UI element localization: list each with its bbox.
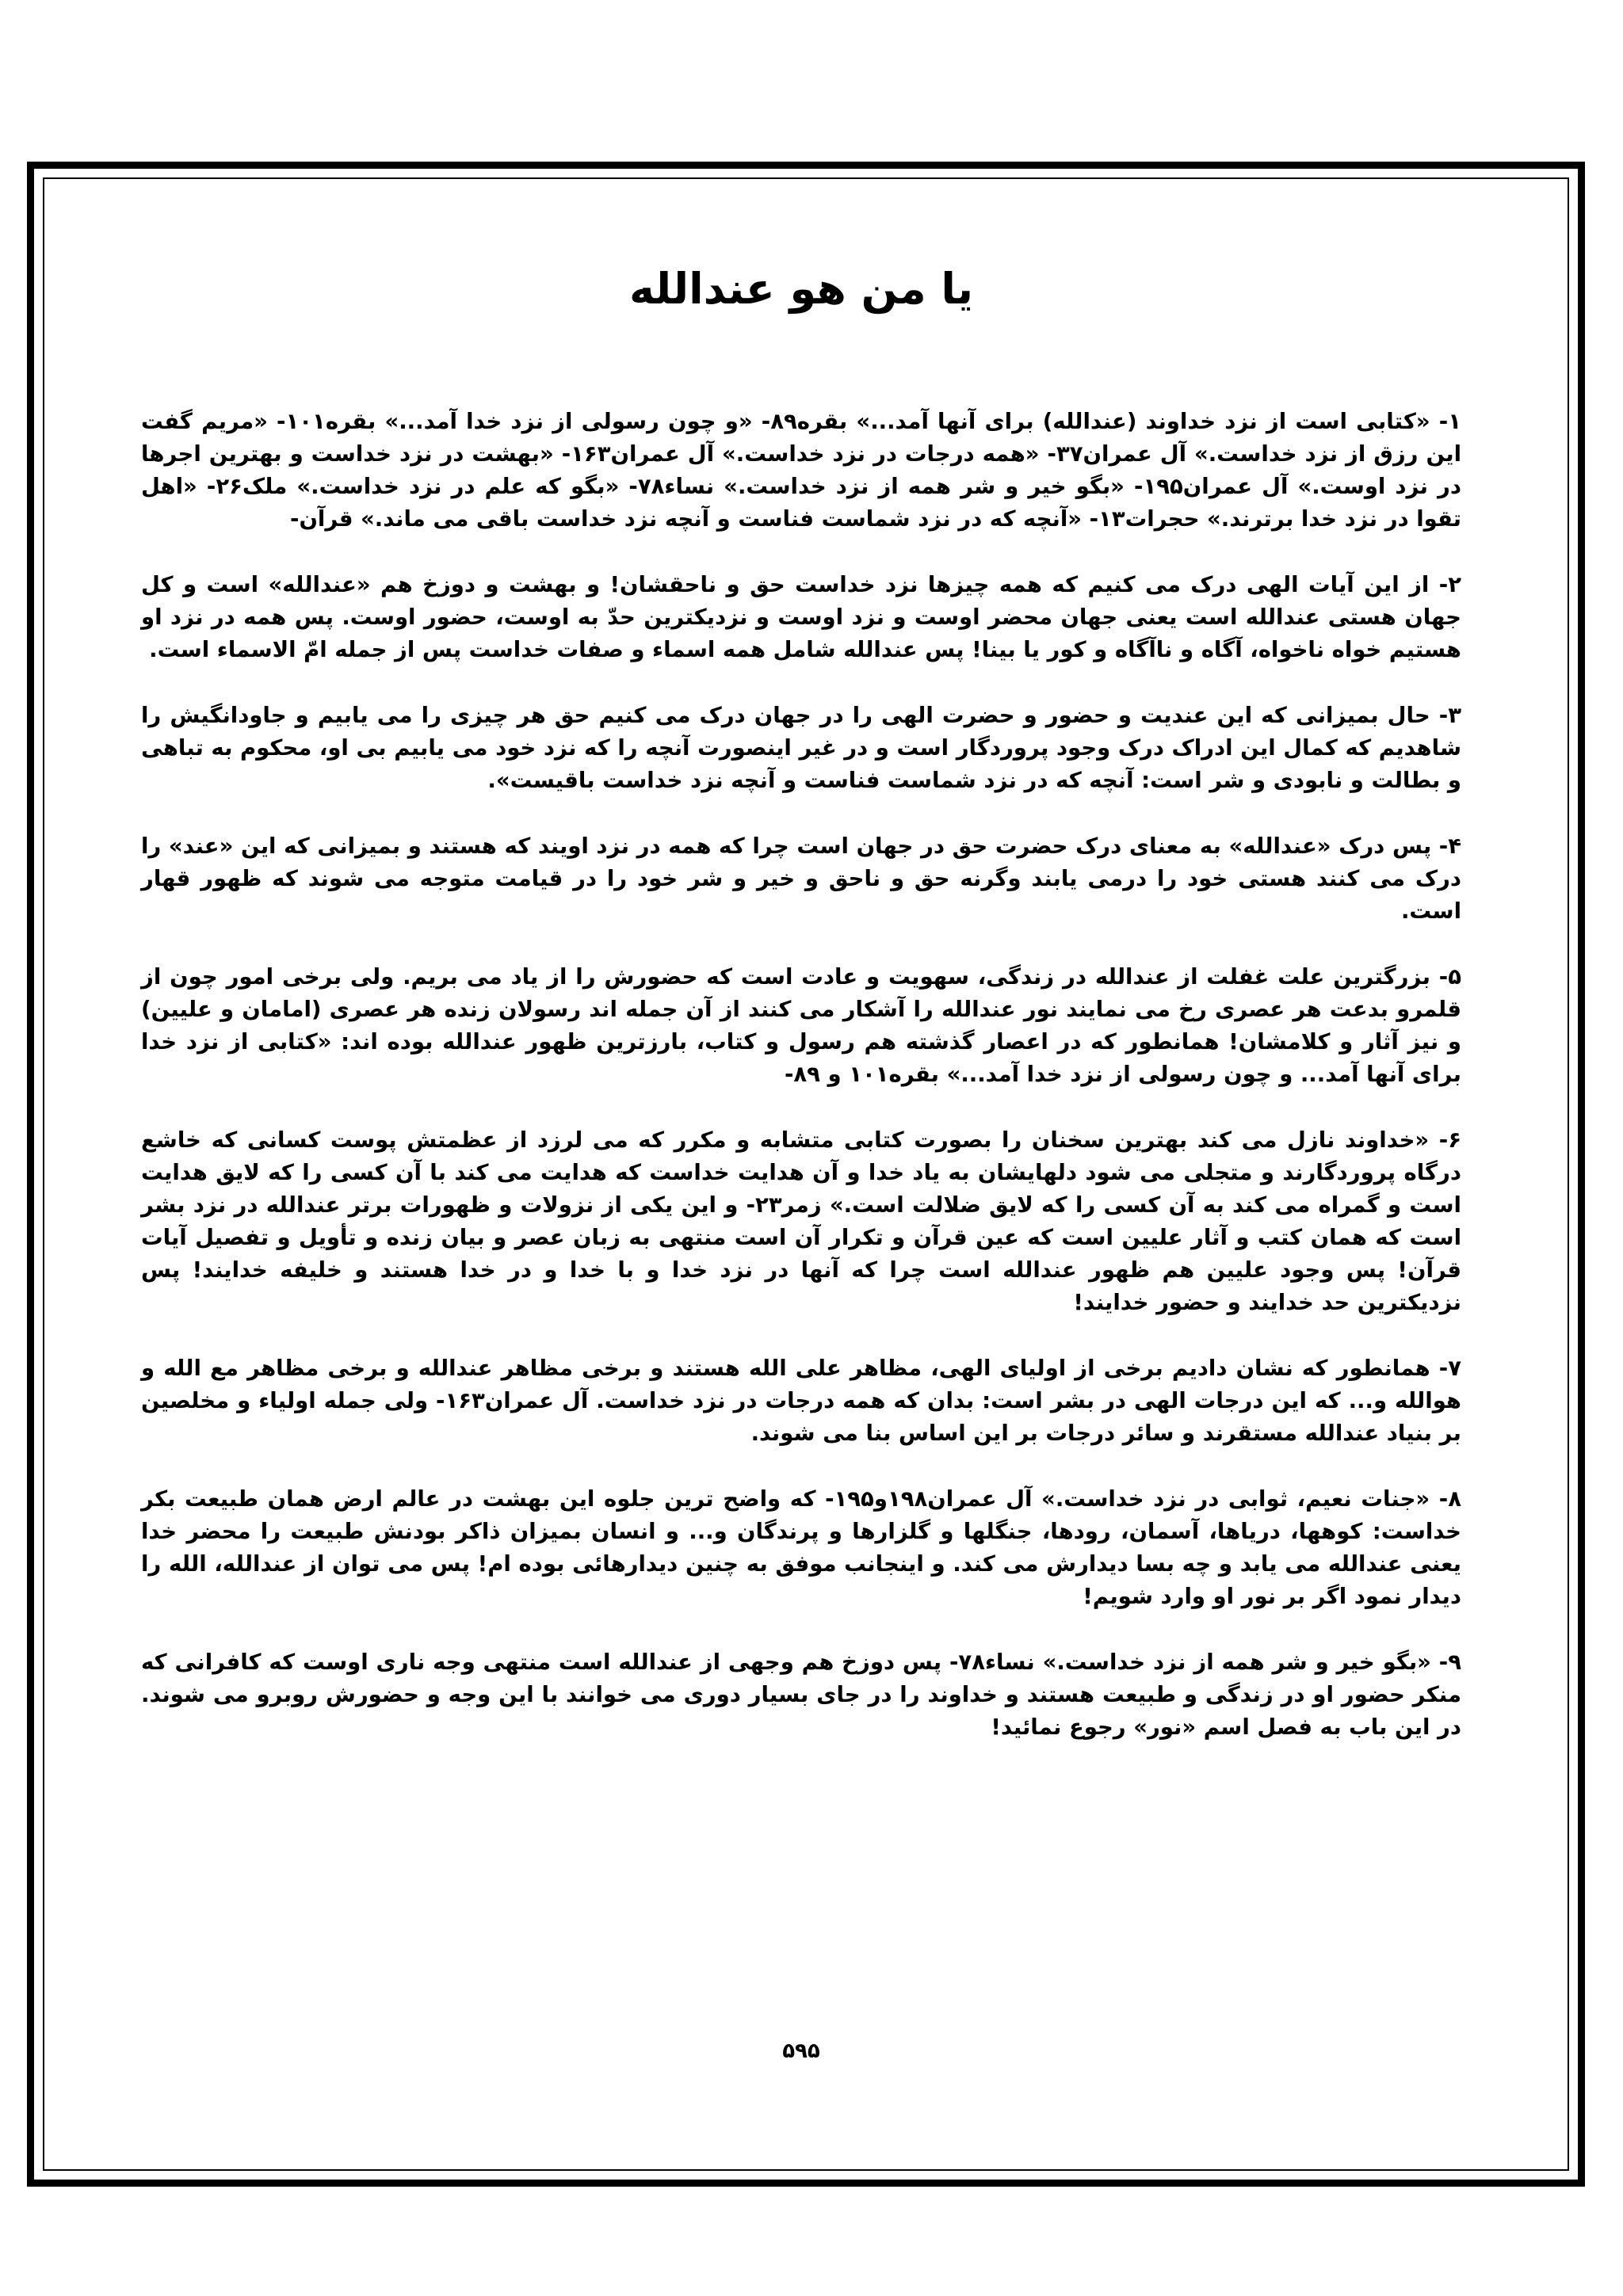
page-number: ۵۹۵ — [782, 2039, 820, 2063]
page-title: یا من هو عندالله — [629, 264, 973, 314]
page-content — [141, 261, 1461, 2155]
paragraph-4: ۴- پس درک «عندالله» به معنای درک حضرت حق در جهان است چرا که همه در نزد اویند که هستند و بمیزانی که این «عند» را درک می کنند هستی خود را درمی یابند وگرنه حق و ناحق و خیر و شر خود را در قیامت متوجه می شوند که ظهور قهار است. — [141, 833, 1461, 925]
paragraph-2: ۲- از این آیات الهی درک می کنیم که همه چیزها نزد خداست حق و ناحقشان! و بهشت و دوزخ هم «عندالله» است و کل جهان هستی عندالله است یعنی جهان محضر اوست و نزد اوست و نزدیکترین حدّ به اوست، حضور اوست. پس همه در نزد او هستیم خواه ناخواه، آگاه و ناآگاه و کور یا بینا! پس عندالله شامل همه اسماء و صفات خداست پس از جمله امّ الاسماء است. — [141, 572, 1461, 663]
paragraph-7: ۷- همانطور که نشان دادیم برخی از اولیای الهی، مظاهر علی الله هستند و برخی مظاهر عندالله و برخی مظاهر مع الله و هوالله و... که این درجات الهی در بشر است: بدان که همه درجات در نزد خداست. آل عمران۱۶۳- ولی جمله اولیاء و مخلصین بر بنیاد عندالله مستقرند و سائر درجات بر این اساس بنا می شوند. — [141, 1356, 1461, 1447]
paragraph-9: ۹- «بگو خیر و شر همه از نزد خداست.» نساء۷۸- پس دوزخ هم وجهی از عندالله است منتهی وجه ناری اوست که کافرانی که منکر حضور او در زندگی و طبیعت هستند و خداوند را در جای بسیار دوری می خوانند با این وجه و حضورش روبرو می شوند. در این باب به فصل اسم «نور» رجوع نمائید! — [141, 1650, 1461, 1741]
paragraph-3: ۳- حال بمیزانی که این عندیت و حضور و حضرت الهی را در جهان درک می کنیم حق هر چیزی را می یابیم و جاودانگیش را شاهدیم که کمال این ادراک درک وجود پروردگار است و در غیر اینصورت آنچه را که نزد خود می یابیم بی او، محکوم به تباهی و بطالت و نابودی و شر است: آنچه که در نزد شماست فناست و آنچه نزد خداست باقیست». — [141, 703, 1461, 794]
paragraph-5: ۵- بزرگترین علت غفلت از عندالله در زندگی، سهویت و عادت است که حضورش را از یاد می بریم. ولی برخی امور چون از قلمرو بدعت هر عصری رخ می نمایند نور عندالله را آشکار می کنند از آن جمله اند رسولان زنده هر عصری (امامان و علیین) و نیز آثار و کلامشان! همانطور که در اعصار گذشته هم رسول و کتاب، بارزترین ظهور عندالله بوده اند: «کتابی از نزد خدا برای آنها آمد... و چون رسولی از نزد خدا آمد...» بقره۱۰۱ و ۸۹- — [141, 964, 1461, 1088]
paragraph-8: ۸- «جنات نعیم، ثوابی در نزد خداست.» آل عمران۱۹۸و۱۹۵- که واضح ترین جلوه این بهشت در عالم ارض همان طبیعت بکر خداست: کوهها، دریاها، آسمان، رودها، جنگلها و گلزارها و پرندگان و... و انسان بمیزان ذاکر بودنش طبیعت را محضر خدا یعنی عندالله می یابد و چه بسا دیدارش می کند. و اینجانب موفق به چنین دیدارهائی بوده ام! پس می توان از عندالله، الله را دیدار نمود اگر بر نور او وارد شویم! — [141, 1486, 1461, 1610]
paragraph-1: ۱- «کتابی است از نزد خداوند (عندالله) برای آنها آمد...» بقره۸۹- «و چون رسولی از نزد خدا آمد...» بقره۱۰۱- «مریم گفت این رزق از نزد خداست.» آل عمران۳۷- «همه درجات در نزد خداست.» آل عمران۱۶۳- «بهشت در نزد خداست و بهترین اجرها در نزد اوست.» آل عمران۱۹۵- «بگو خیر و شر همه از نزد خداست.» نساء۷۸- «بگو که علم در نزد خداست.» ملک۲۶- «اهل تقوا در نزد خدا برترند.» حجرات۱۳- «آنچه که در نزد شماست فناست و آنچه نزد خداست باقی می ماند.» قرآن- — [141, 409, 1462, 532]
paragraph-6: ۶- «خداوند نازل می کند بهترین سخنان را بصورت کتابی متشابه و مکرر که می لرزد از عظمتش پوست کسانی که خاشع درگاه پروردگارند و متجلی می شود دلهایشان به یاد خدا و آن هدایت خداست که هدایت می کند با آن کسی را که لایق هدایت است و گمراه می کند به آن کسی را که لایق ضلالت است.» زمر۲۳- و این یکی از نزولات و ظهورات برتر عندالله در نزد بشر است که همان کتب و آثار علیین است که عین قرآن و تکرار آن است منتهی به زبان عصر و بیان زنده و تأویل و تفصیل آیات قرآن! پس وجود علیین هم ظهور عندالله است چرا که آنها در نزد خدا و با خدا و در خدا هستند و خلیفه خدایند! پس نزدیکترین حد خدایند و حضور خدایند! — [141, 1127, 1461, 1316]
